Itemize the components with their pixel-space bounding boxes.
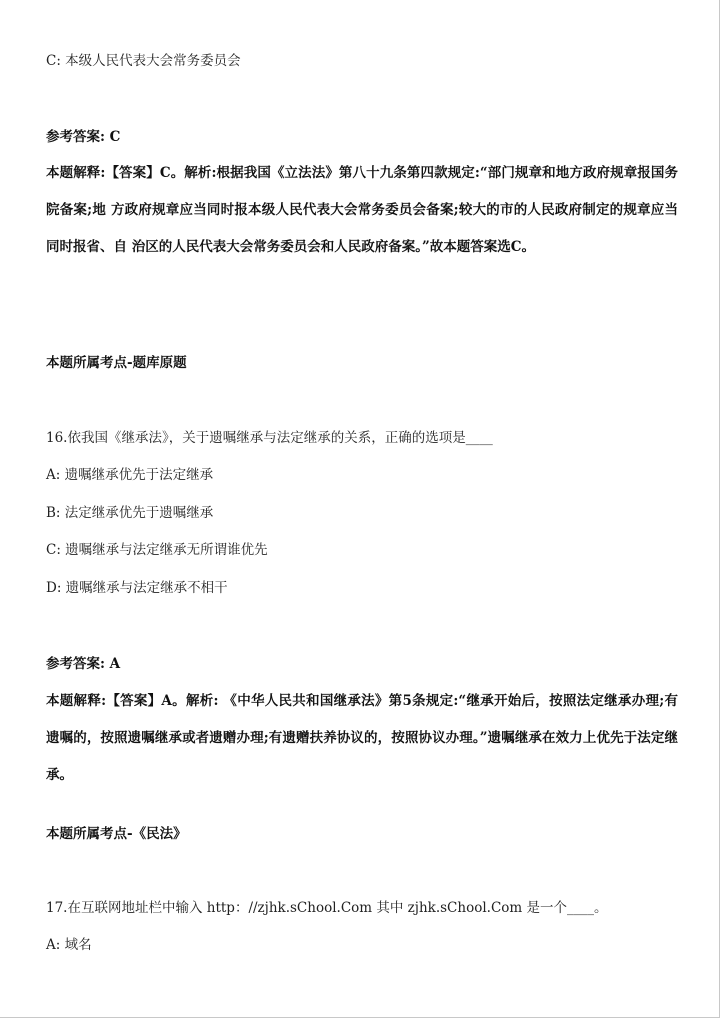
q16-option-b: B: 法定继承优先于遗嘱继承: [46, 505, 214, 521]
q16-answer: 参考答案: A: [46, 656, 121, 672]
q15-explanation: 本题解释:【答案】C。解析:根据我国《立法法》第八十九条第四款规定:“部门规章和地方政府规章报国务院备案;地 方政府规章应当同时报本级人民代表大会常务委员会备案;较大的市的人民政府制定的规章应当同时报省、自 治区的人民代表大会常务委员会和人民政府备案。”故本题答案选C。: [46, 165, 678, 255]
q15-answer: 参考答案: C: [46, 129, 121, 145]
q16-stem: 16.依我国《继承法》，关于遗嘱继承与法定继承的关系，正确的选项是____: [46, 430, 493, 446]
q16-option-d: D: 遗嘱继承与法定继承不相干: [46, 580, 228, 596]
q15-topic: 本题所属考点-题库原题: [46, 355, 187, 371]
q16-option-c: C: 遗嘱继承与法定继承无所谓谁优先: [46, 542, 268, 558]
q16-topic: 本题所属考点-《民法》: [46, 826, 187, 842]
q17-option-a: A: 域名: [46, 937, 92, 953]
q16-explanation: 本题解释:【答案】A。解析: 《中华人民共和国继承法》第5条规定:“继承开始后，按照法定继承办理;有遗嘱的，按照遗嘱继承或者遗赠办理;有遗赠扶养协议的，按照协议办理。”遗嘱继承在效力上优先于法定继承。: [46, 693, 678, 783]
q15-option-c: C: 本级人民代表大会常务委员会: [46, 53, 241, 69]
q17-stem: 17.在互联网地址栏中输入 http：//zjhk.sChool.Com 其中 zjhk.sChool.Com 是一个____。: [46, 900, 608, 916]
q16-option-a: A: 遗嘱继承优先于法定继承: [46, 467, 214, 483]
